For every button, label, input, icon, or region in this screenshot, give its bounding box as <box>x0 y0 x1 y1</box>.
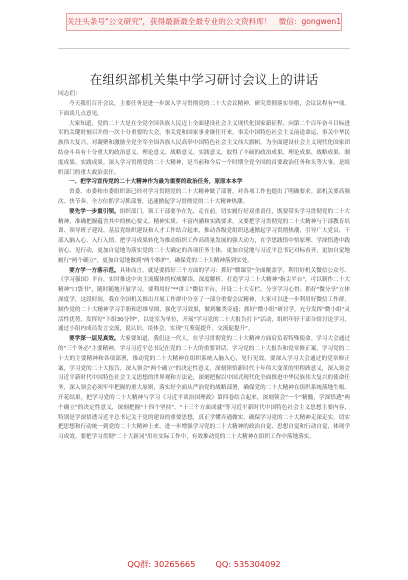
paragraph-lead: 要方学一方落示范。 <box>69 267 120 274</box>
qq-text: QQ: 535304092 <box>215 559 281 569</box>
promo-banner[interactable] <box>66 13 342 31</box>
paragraph: 今天我们召开会议，主要任务是进一步深入学习贯彻党的二十大会议精神，研究贯彻落实举措，会议议程有**项。下面谈几点意见。 <box>58 101 350 117</box>
header-divider <box>58 48 350 49</box>
paragraph: 省委、市委和市委组织部已经对学习贯彻党的二十大精神做了部署，对各项工作也提出了明确要求。部机关要高频次、快节奏、全方位抓学习抓部署，迅速掀起学习贯彻党的二十大精神热潮。 <box>58 189 350 205</box>
qq-group-text: QQ群: 30265665 <box>127 559 196 569</box>
salutation: 同志们： <box>58 91 82 97</box>
paragraph: 要方学一方落示范。具体而言，就是要抓好三个方面的学习：抓好"微课堂"全面覆盖学，利用好机关微信公众号、《学习强国》平台，实时推送中央主流媒体的权威解读、深度解析，打造学习二十大精神"指尖平台"，可以制作二十大精神"口袋书"，随时随地开展学习。要利用好"**讲工"微信平台，开设二十大专栏，分享学习心得；抓好"微分享"立体深度学，这段时间，我在全国机关推出开展工作群中分享了一部分重要会议精神，大家可以进一步利用好微信工作群，制作党的二十大精神学习手册和思维导图，强化学习效果，做到触类旁通；抓好"微小组"研讨学，充分发挥"微小组"灵活性优势，发挥好"下组30分钟"，以处室为单位，开展"学习党的二十大报告打卡"活动，组织年轻干部分组讨论学习，通过小组内成员发言交流，说认识、谈体会，实现"互鉴促提升，交流促提升"。 <box>58 267 350 333</box>
contact-footer <box>0 559 408 570</box>
paragraph-lead: 要先学一步重引领。 <box>69 208 120 215</box>
promo-banner-wechat: 微信：gongwen1 <box>278 17 342 26</box>
section-heading: 一、把学习宣传党的二十大精神作为最为重要的政治任务，原原本本学 <box>69 179 243 186</box>
document-title: 在组织部机关集中学习研讨会议上的讲话 <box>89 72 319 88</box>
paragraph-lead: 要学深一层见真效。 <box>69 336 120 343</box>
promo-banner-text: 关注头条号"公文研究"，获得最新最全最专业的公文资料库！ <box>67 17 272 26</box>
paragraph: 要先学一步重引领。组织部门，领工干部要争在先、走在前，切实履行好双重责任，既要带头学习贯彻党的二十大精神，准确把握蕴含其中的核心要义、精神实质、丰富内涵和实践要求，又要把学习贯彻党的二十大精神与干部教育培训、领导班子建设、基层党组织建设和人才工作结合起来，推动各级党组织迅速掀起学习贯彻热潮，引导广大党员、干部入脑入心、入行入情，把学习成果转化为推动组织工作高质量发展的强大动力，在学思践悟中悟原理、学深悟透中践初心、见行动，更加自觉地为落实党的二十大确定的各项任务主体，更加自觉地与习近平总书记对标看齐，更加自觉地履行"两个确立"，更加自觉地做到"两个维护"，确保党的二十大精神落到实处。 <box>58 208 350 264</box>
document-body <box>58 100 350 443</box>
paragraph: 大家知道，党的二十大是在全党全国各族人民迈上全面建设社会主义现代化国家新征程、向第二个百年奋斗目标进军的关键时刻召开的一次十分重要的大会，事关党和国家事业继往开来，事关中国特色社会主义前途命运，事关中华民族伟大复兴。对凝聚和激励全党全军全国各族人民高举中国特色社会主义伟大旗帜，为全面建设社会主义现代化国家团结奋斗具有十分重大的政治意义、理论意义、战略意义、实践意义，取得了丰硕的政治成果、理论成果、战略成果、制度成果、实践成果。深入学习贯彻党的二十大精神，是当前和今后一个时期全党全国的首要政治任务和头等大事，是组织部门的重大政治责任。 <box>58 120 350 176</box>
paragraph: 要学深一层见真效。大家要知道，我们这一代人，在学习贯彻党的二十大精神方面肩负着特殊使命。学习大会通过的"三个务必"主要精神，学习习近平总书记在党的二十大的重要讲话，学习党的二十大报告和党章修正案，学习党的二十大的主要精神和各项部署，推动党的二十大精神在组织系统入脑入心，见行见效。要深入学习大会通过的党章修正案，学习党的二十大报告，深入领会"两个确立"的决定性意义，深刻领悟新时代十年伟大变革的里程碑意义，深入领会习近平新时代中国特色社会主义思想的世界观和方法论，深刻把握以中国式现代化全面推进中华民族伟大复兴的使命任务，深入领会必须牢牢把握的重大原则，落实好全面从严治党的战略部署，确保党的二十大精神在组织系统落地生根、开花结果。把学习党的二十大精神与学习《习近平谈治国理政》第四卷结合起来，深刻领会"一个"精髓，学深悟透"两个确立"的决定性意义，深刻把握"十四个坚持"、"十三个方面成就"等习近平新时代中国特色社会主义思想主要内容，特别是学深悟透习近平总书记关于党的建设的重要思想，真正学懂弄通做实，确保学习党的二十大精神走深走实，切实把思想和行动统一到党的二十大精神上来，进一步增强学习党的二十大精神的政治自觉、思想自觉和行动自觉，体现学习成效。要把学习贯彻"二十大新词"用在实际工作中，有效推动党的二十大精神在组织工作中落地落实。 <box>58 336 350 441</box>
